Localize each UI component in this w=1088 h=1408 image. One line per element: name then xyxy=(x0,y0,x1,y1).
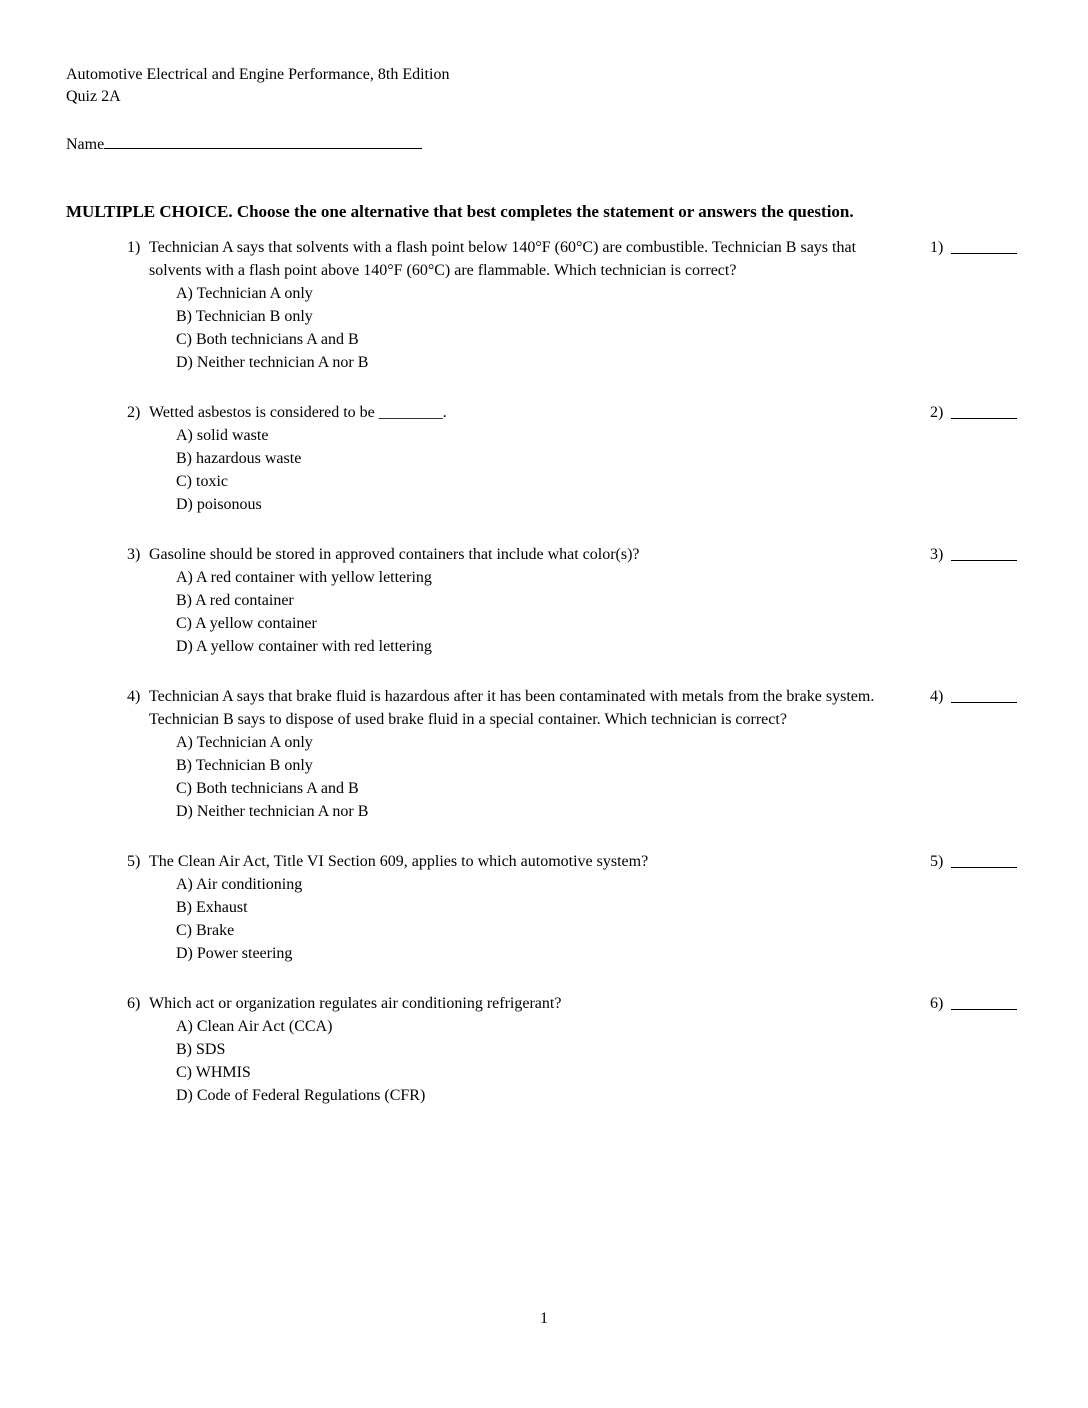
question-text: Wetted asbestos is considered to be ________. xyxy=(149,404,447,421)
answer-field xyxy=(930,685,1026,708)
choice-b: B) Exhaust xyxy=(176,899,248,916)
choice-c: C) toxic xyxy=(176,473,228,490)
choice-d: D) Code of Federal Regulations (CFR) xyxy=(176,1087,426,1104)
answer-blank-line xyxy=(951,236,1017,254)
course-title: Automotive Electrical and Engine Performance, 8th Edition xyxy=(66,66,450,83)
question-5-body xyxy=(127,850,930,965)
choices-list xyxy=(176,566,896,658)
answer-field xyxy=(930,236,1026,259)
page-number: 1 xyxy=(540,1310,548,1327)
choice-b: B) hazardous waste xyxy=(176,450,302,467)
question-6 xyxy=(127,992,1026,1107)
answer-blank-line xyxy=(951,401,1017,419)
answer-number: 2) xyxy=(930,404,944,421)
question-number: 3) xyxy=(127,546,141,563)
questions-list xyxy=(127,236,1026,1107)
question-text: Gasoline should be stored in approved containers that include what color(s)? xyxy=(149,546,640,563)
choice-a: A) solid waste xyxy=(176,427,269,444)
answer-blank-line xyxy=(951,992,1017,1010)
question-number: 5) xyxy=(127,853,141,870)
choice-c: C) Both technicians A and B xyxy=(176,780,359,797)
answer-number: 4) xyxy=(930,688,944,705)
question-number: 6) xyxy=(127,995,141,1012)
choice-a: A) Technician A only xyxy=(176,734,313,751)
choice-a: A) Clean Air Act (CCA) xyxy=(176,1018,333,1035)
question-2 xyxy=(127,401,1026,516)
choice-d: D) Neither technician A nor B xyxy=(176,354,369,371)
name-blank-line xyxy=(104,134,422,149)
choice-c: C) A yellow container xyxy=(176,615,317,632)
question-text: Technician A says that solvents with a flash point below 140°F (60°C) are combustible. Technician B says that solvents with a flash point above 140°F (60°C) are flammable. Which technician is correct? xyxy=(149,239,857,279)
answer-field xyxy=(930,850,1026,873)
choice-c: C) WHMIS xyxy=(176,1064,251,1081)
choices-list xyxy=(176,731,896,823)
choice-b: B) Technician B only xyxy=(176,308,313,325)
question-4-body xyxy=(127,685,930,823)
answer-field xyxy=(930,992,1026,1015)
question-3 xyxy=(127,543,1026,658)
question-text: Technician A says that brake fluid is hazardous after it has been contaminated with metals from the brake system. Technician B says to dispose of used brake fluid in a special container. Which technician is correct? xyxy=(149,688,875,728)
question-2-body xyxy=(127,401,930,516)
name-row xyxy=(66,134,1026,156)
answer-blank-line xyxy=(951,543,1017,561)
choice-a: A) Air conditioning xyxy=(176,876,303,893)
answer-blank-line xyxy=(951,850,1017,868)
question-text: The Clean Air Act, Title VI Section 609, applies to which automotive system? xyxy=(149,853,649,870)
answer-number: 1) xyxy=(930,239,944,256)
question-number: 2) xyxy=(127,404,141,421)
question-6-body xyxy=(127,992,930,1107)
answer-field xyxy=(930,401,1026,424)
instructions: MULTIPLE CHOICE. Choose the one alternative that best completes the statement or answers the question. xyxy=(66,202,854,221)
question-4 xyxy=(127,685,1026,823)
quiz-title: Quiz 2A xyxy=(66,88,121,105)
choice-d: D) Neither technician A nor B xyxy=(176,803,369,820)
choices-list xyxy=(176,424,896,516)
choice-d: D) A yellow container with red lettering xyxy=(176,638,432,655)
name-label: Name xyxy=(66,136,105,153)
choice-b: B) A red container xyxy=(176,592,294,609)
question-3-body xyxy=(127,543,930,658)
choice-b: B) Technician B only xyxy=(176,757,313,774)
choices-list xyxy=(176,282,896,374)
question-number: 4) xyxy=(127,688,141,705)
question-number: 1) xyxy=(127,239,141,256)
choice-d: D) Power steering xyxy=(176,945,293,962)
answer-number: 5) xyxy=(930,853,944,870)
choice-a: A) A red container with yellow lettering xyxy=(176,569,432,586)
choices-list xyxy=(176,1015,896,1107)
choice-c: C) Both technicians A and B xyxy=(176,331,359,348)
answer-blank-line xyxy=(951,685,1017,703)
answer-number: 6) xyxy=(930,995,944,1012)
answer-field xyxy=(930,543,1026,566)
question-5 xyxy=(127,850,1026,965)
question-text: Which act or organization regulates air conditioning refrigerant? xyxy=(149,995,562,1012)
choice-b: B) SDS xyxy=(176,1041,226,1058)
question-1-body xyxy=(127,236,930,374)
question-1 xyxy=(127,236,1026,374)
answer-number: 3) xyxy=(930,546,944,563)
choice-a: A) Technician A only xyxy=(176,285,313,302)
choice-d: D) poisonous xyxy=(176,496,262,513)
choice-c: C) Brake xyxy=(176,922,235,939)
choices-list xyxy=(176,873,896,965)
